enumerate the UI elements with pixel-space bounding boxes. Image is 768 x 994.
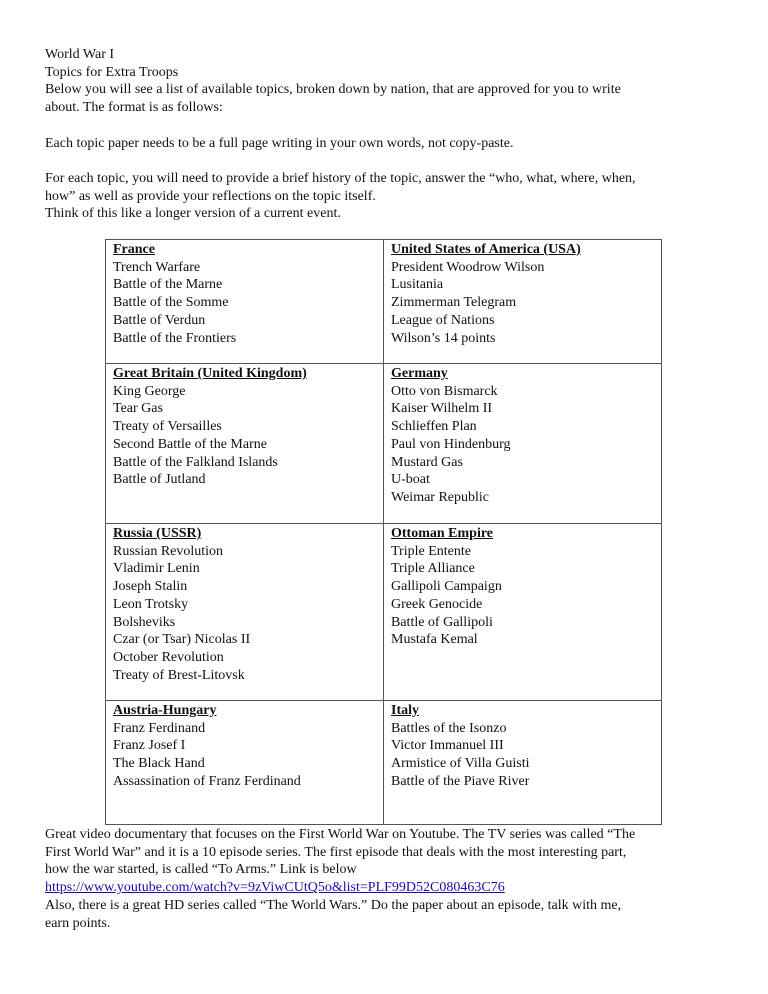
document-header	[45, 46, 735, 223]
spacer	[45, 152, 735, 170]
topic-item: Assassination of Franz Ferdinand	[113, 773, 301, 789]
topic-item: The Black Hand	[113, 756, 205, 772]
topic-item: Wilson’s 14 points	[391, 330, 496, 346]
topic-item: Victor Immanuel III	[391, 738, 504, 754]
topics-table	[105, 239, 662, 825]
nation-heading: Great Britain (United Kingdom)	[113, 366, 307, 381]
nation-heading: Italy	[391, 703, 419, 718]
topic-item: League of Nations	[391, 312, 495, 328]
nation-cell-usa	[384, 240, 662, 364]
nation-cell-ottoman-empire	[384, 524, 662, 701]
topic-item: Bolsheviks	[113, 614, 176, 630]
topic-item: Russian Revolution	[113, 543, 224, 559]
topic-item: Franz Ferdinand	[113, 720, 206, 736]
intro-line: Below you will see a list of available topics, broken down by nation, that are approved for you to write	[45, 82, 621, 98]
topic-item: Czar (or Tsar) Nicolas II	[113, 632, 251, 648]
instruction-line: how” as well as provide your reflections on the topic itself.	[45, 188, 376, 204]
closing-line: Also, there is a great HD series called “The World Wars.” Do the paper about an episode, talk with me,	[45, 897, 622, 913]
topic-item: Lusitania	[391, 277, 444, 293]
video-note-line: how the war started, is called “To Arms.” Link is below	[45, 862, 357, 878]
topic-item: Franz Josef I	[113, 738, 186, 754]
nation-heading: Germany	[391, 366, 448, 381]
nation-heading: Russia (USSR)	[113, 526, 202, 541]
nation-cell-germany	[384, 364, 662, 524]
topic-item: Weimar Republic	[391, 489, 490, 505]
topic-item: Tear Gas	[113, 401, 163, 417]
topic-item: Vladimir Lenin	[113, 561, 200, 577]
topic-item: Treaty of Brest-Litovsk	[113, 667, 245, 683]
table-row	[106, 701, 662, 825]
video-note-line: Great video documentary that focuses on the First World War on Youtube. The TV series was called “The	[45, 827, 636, 842]
topic-item: Second Battle of the Marne	[113, 436, 267, 452]
nation-cell-great-britain	[106, 364, 384, 524]
topic-item: Trench Warfare	[113, 259, 201, 275]
nation-cell-russia	[106, 524, 384, 701]
instruction-line: For each topic, you will need to provide a brief history of the topic, answer the “who, what, where, when,	[45, 170, 636, 186]
topic-item: U-boat	[391, 472, 430, 488]
topic-item: Triple Entente	[391, 543, 471, 559]
table-row	[106, 364, 662, 524]
table-row	[106, 524, 662, 701]
instruction-paragraph: Each topic paper needs to be a full page writing in your own words, not copy-paste.	[45, 135, 514, 151]
topic-item: King George	[113, 383, 186, 399]
nation-heading: Ottoman Empire	[391, 526, 494, 541]
topic-item: Kaiser Wilhelm II	[391, 401, 493, 417]
topic-item: Zimmerman Telegram	[391, 295, 517, 311]
topic-item: Paul von Hindenburg	[391, 436, 511, 452]
topic-item: Mustard Gas	[391, 454, 463, 470]
topic-item: Battles of the Isonzo	[391, 720, 507, 736]
topic-item: Treaty of Versailles	[113, 419, 222, 435]
topic-item: Battle of the Piave River	[391, 773, 530, 789]
topic-item: Leon Trotsky	[113, 596, 189, 612]
table-row	[106, 240, 662, 364]
closing-line: earn points.	[45, 915, 111, 931]
topic-item: Triple Alliance	[391, 561, 475, 577]
intro-line: about. The format is as follows:	[45, 100, 223, 116]
topic-item: Battle of Verdun	[113, 312, 206, 328]
topic-item: October Revolution	[113, 649, 224, 665]
topic-item: Battle of Gallipoli	[391, 614, 493, 630]
topic-item: Gallipoli Campaign	[391, 579, 502, 595]
topic-item: Mustafa Kemal	[391, 632, 478, 648]
topic-item: Battle of the Marne	[113, 277, 223, 293]
youtube-link[interactable]: https://www.youtube.com/watch?v=9zViwCUtQ5o&list=PLF99D52C080463C76	[45, 880, 505, 896]
nation-cell-france	[106, 240, 384, 364]
topic-item: Greek Genocide	[391, 596, 483, 612]
spacer	[45, 117, 735, 135]
document-title: World War I	[45, 47, 115, 62]
topic-item: Battle of the Somme	[113, 295, 229, 311]
topic-item: Battle of the Falkland Islands	[113, 454, 278, 470]
nation-cell-italy	[384, 701, 662, 825]
topic-item: Battle of Jutland	[113, 472, 206, 488]
topic-item: Otto von Bismarck	[391, 383, 498, 399]
topic-item: Battle of the Frontiers	[113, 330, 237, 346]
topic-item: Armistice of Villa Guisti	[391, 756, 530, 772]
nation-cell-austria-hungary	[106, 701, 384, 825]
video-note-line: First World War” and it is a 10 episode series. The first episode that deals with the most interesting part,	[45, 844, 627, 860]
nation-heading: United States of America (USA)	[391, 242, 581, 257]
document-subtitle: Topics for Extra Troops	[45, 64, 179, 80]
nation-heading: France	[113, 242, 155, 257]
topic-item: President Woodrow Wilson	[391, 259, 545, 275]
nation-heading: Austria-Hungary	[113, 703, 217, 718]
instruction-line: Think of this like a longer version of a current event.	[45, 206, 341, 222]
topic-item: Schlieffen Plan	[391, 419, 477, 435]
document-footer	[45, 826, 735, 932]
topic-item: Joseph Stalin	[113, 579, 188, 595]
